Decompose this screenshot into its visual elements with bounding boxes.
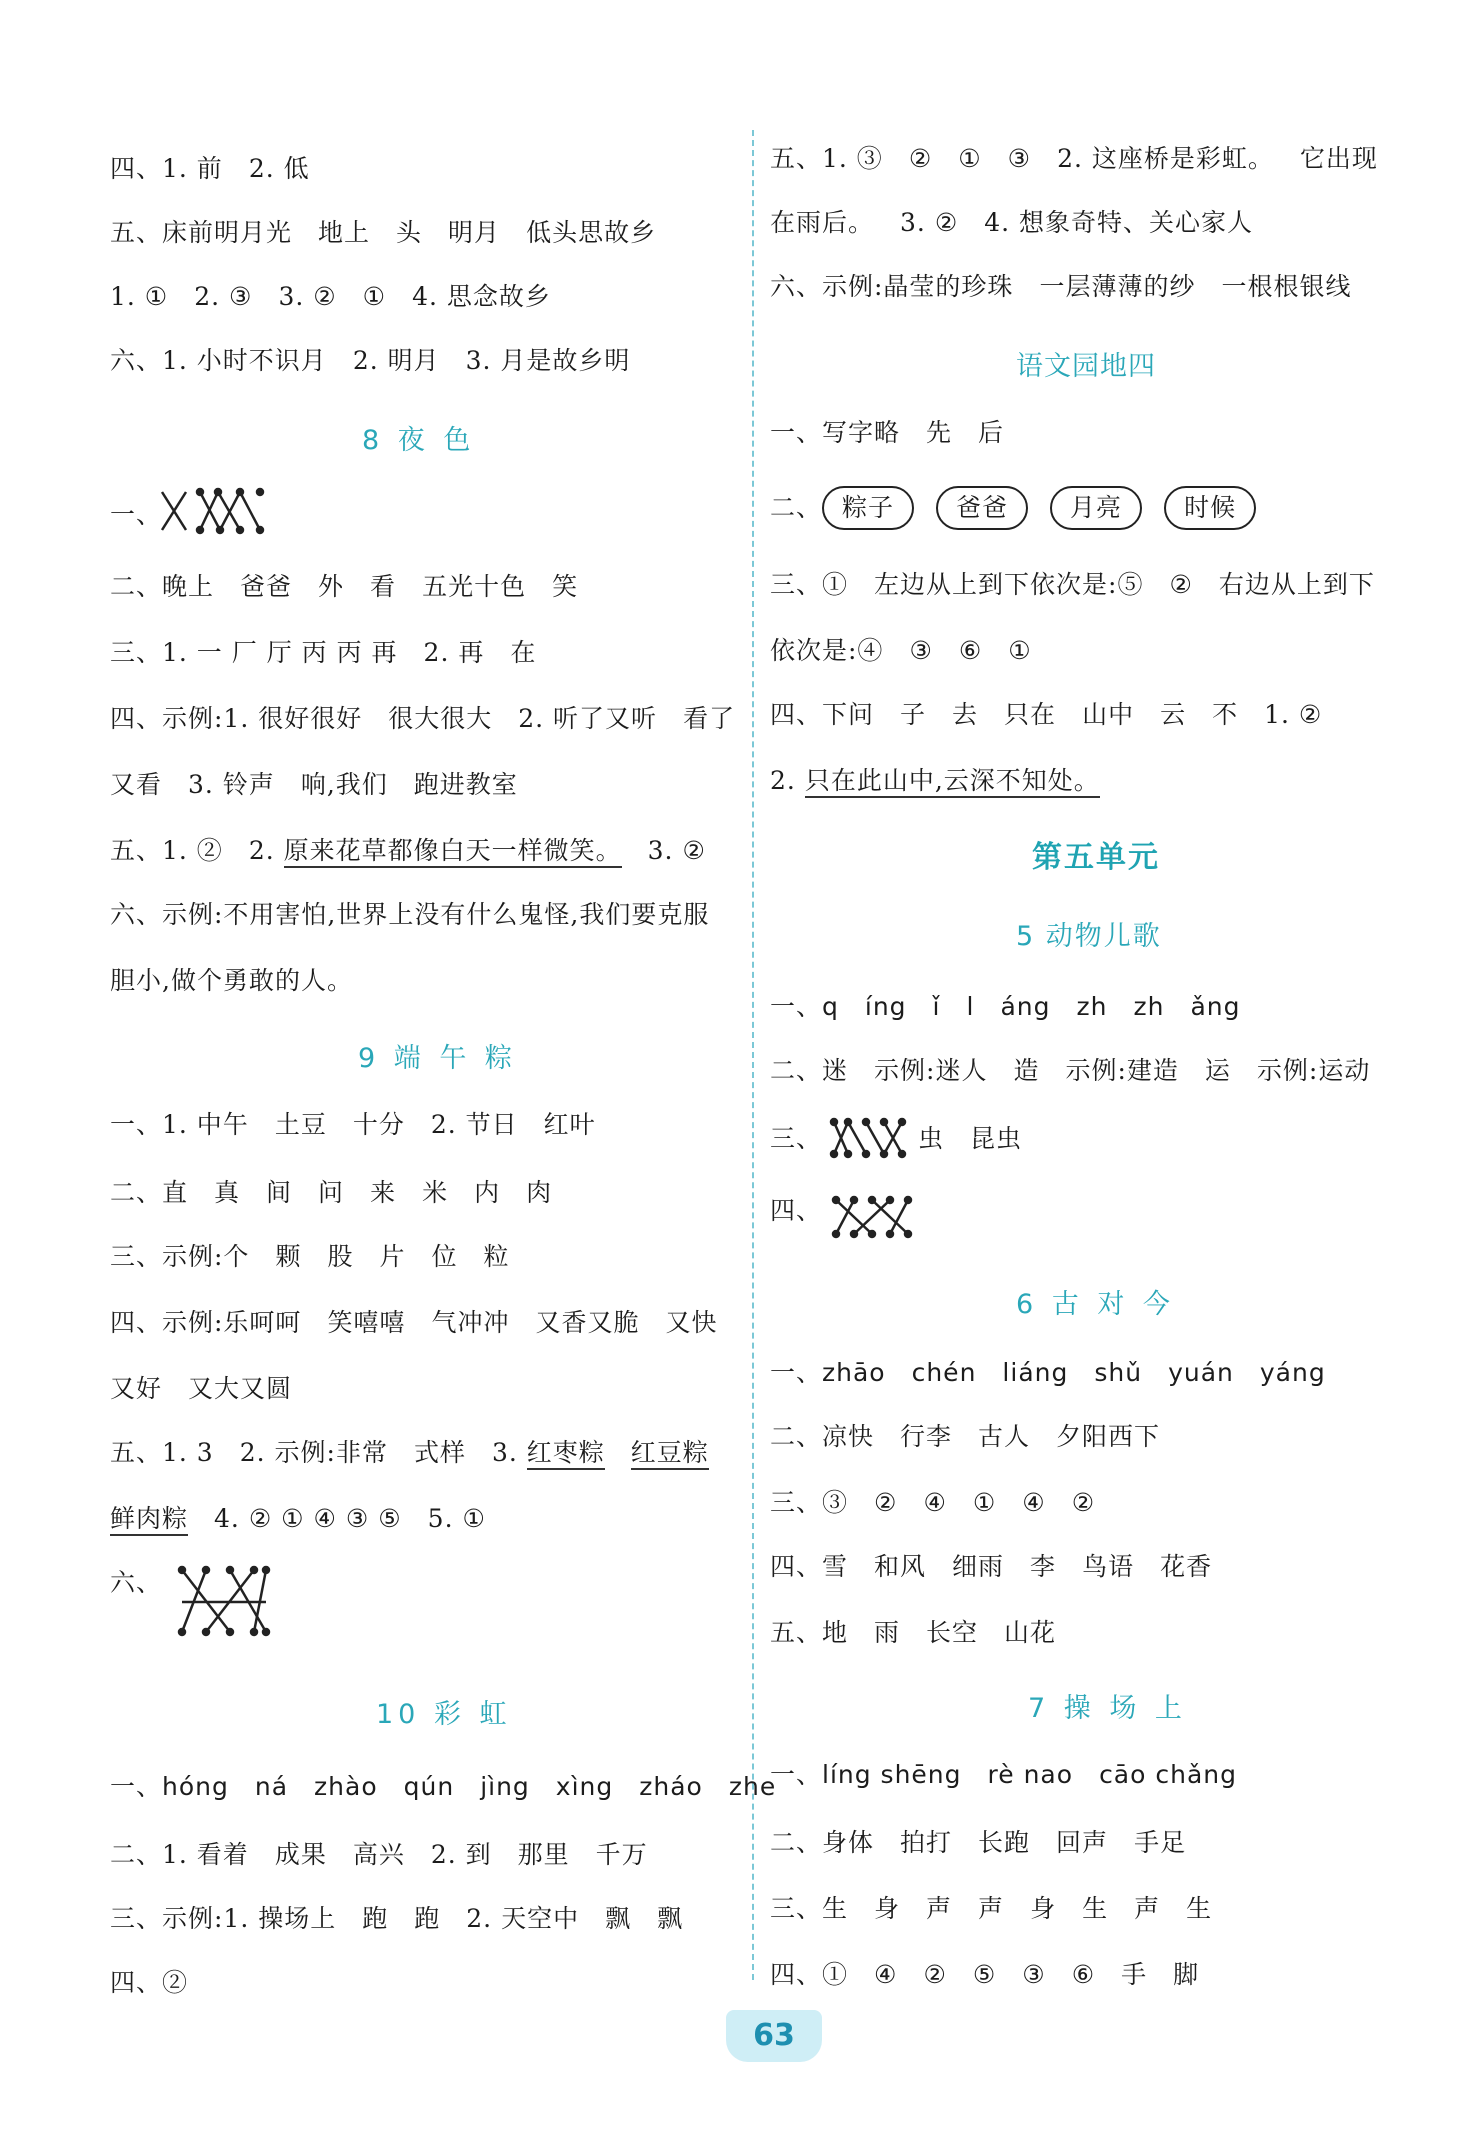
answer-text: 身 <box>874 1894 901 1923</box>
answer-line <box>110 768 518 802</box>
answer-text: xìng <box>555 1772 614 1801</box>
answer-text: 回声 <box>1056 1828 1109 1857</box>
unit-heading: 第五单元 <box>1032 840 1160 875</box>
answer-text: 三、生 <box>770 1894 849 1923</box>
answer-text: 看了 <box>683 704 736 733</box>
answer-text: ná <box>254 1772 289 1801</box>
answer-line <box>110 1566 162 1600</box>
answer-text: ① <box>972 1488 997 1517</box>
column-divider <box>752 130 754 1980</box>
answer-text: 颗 <box>275 1242 302 1271</box>
answer-line <box>110 964 353 998</box>
answer-line <box>770 1892 1212 1926</box>
answer-text: 又好 <box>110 1374 163 1403</box>
answer-text: ③ <box>1007 144 1032 173</box>
answer-text: 一根根银线 <box>1221 272 1352 301</box>
answer-text: 二、迷 <box>770 1056 849 1085</box>
answer-text: 脚 <box>1173 1960 1200 1989</box>
answer-line <box>110 498 162 532</box>
answer-text: yáng <box>1259 1358 1326 1387</box>
answer-text: 在 <box>510 638 537 667</box>
answer-text: 3. 铃声 <box>188 770 275 799</box>
matching-lines-figure <box>176 1562 286 1642</box>
answer-text: zhào <box>314 1772 378 1801</box>
answer-text: 身 <box>1030 1894 1057 1923</box>
answer-text: 跑进教室 <box>413 770 518 799</box>
answer-text: 又快 <box>665 1308 718 1337</box>
answer-text: 3. ② <box>278 282 337 311</box>
answer-text: 3. ② <box>900 208 959 237</box>
answer-text: 二、1. 看着 <box>110 1840 249 1869</box>
answer-text: 问 <box>318 1178 345 1207</box>
answer-line <box>770 1616 1056 1650</box>
answer-text: 气冲冲 <box>431 1308 510 1337</box>
answer-text: 肉 <box>526 1178 553 1207</box>
answer-text: 三、示例:个 <box>110 1242 250 1271</box>
answer-text: 去 <box>952 700 979 729</box>
answer-text: 位 <box>431 1242 458 1271</box>
answer-text: 内 <box>474 1178 501 1207</box>
answer-text: 示例:运动 <box>1256 1056 1371 1085</box>
matching-lines-figure <box>832 1196 922 1240</box>
answer-text: ① <box>362 282 387 311</box>
answer-text: 虫 <box>918 1124 945 1153</box>
answer-text: 成果 <box>274 1840 327 1869</box>
answer-line <box>110 898 709 932</box>
answer-line <box>770 1054 1370 1088</box>
answer-text: 示例:迷人 <box>874 1056 988 1085</box>
answer-text: ① <box>958 144 982 173</box>
answer-text: 2. 天空中 <box>466 1904 580 1933</box>
answer-text: 拍打 <box>900 1828 953 1857</box>
answer-line <box>770 1826 1186 1860</box>
answer-text: 右边从上到下 <box>1218 570 1375 599</box>
answer-text: shǔ <box>1094 1358 1143 1387</box>
lesson-title: 7 操 场 上 <box>1028 1693 1187 1724</box>
answer-text: 明月 <box>448 218 501 247</box>
answer-line <box>770 486 1278 530</box>
answer-text: 不 <box>1212 700 1239 729</box>
answer-text: ⑤ <box>972 1960 997 1989</box>
answer-text: 六、示例:不用害怕,世界上没有什么鬼怪,我们要克服 <box>110 900 710 929</box>
answer-text: 手 <box>1121 1960 1148 1989</box>
answer-line <box>770 416 1004 450</box>
section-title: 语文园地四 <box>1016 351 1156 382</box>
circled-answer: 月亮 <box>1050 486 1142 530</box>
answer-text: 只在 <box>1004 700 1057 729</box>
underlined-answer: 鲜肉粽 <box>110 1504 188 1536</box>
circled-answer: 爸爸 <box>936 486 1028 530</box>
answer-text: 后 <box>978 418 1005 447</box>
answer-text: cāo chǎng <box>1099 1760 1237 1789</box>
answer-text: 声 <box>1134 1894 1161 1923</box>
answer-text: 在雨后。 <box>770 208 875 237</box>
answer-line <box>110 1372 292 1406</box>
answer-text: 三、 <box>770 1124 823 1153</box>
answer-text: 跑 <box>362 1904 389 1933</box>
answer-text: 二、晚上 <box>110 572 215 601</box>
answer-text: 手足 <box>1134 1828 1187 1857</box>
answer-text: 雨 <box>874 1618 901 1647</box>
answer-text: 和风 <box>874 1552 927 1581</box>
answer-text: 李 <box>1030 1552 1057 1581</box>
matching-lines-figure <box>830 1118 920 1162</box>
lesson-title: 9 端 午 粽 <box>358 1043 517 1074</box>
answer-line <box>770 1356 1326 1390</box>
answer-text: 间 <box>266 1178 293 1207</box>
answer-text: ② <box>1169 570 1193 599</box>
answer-text: ② <box>1071 1488 1096 1517</box>
answer-text: 2. <box>248 836 275 865</box>
answer-text: 片 <box>379 1242 406 1271</box>
answer-text: 四、② <box>110 1968 189 1997</box>
answer-text: 2. 明月 <box>352 346 440 375</box>
answer-text: 一、q <box>770 992 839 1021</box>
answer-text: 四、1. 前 <box>110 154 223 183</box>
answer-text: 来 <box>370 1178 397 1207</box>
answer-text: 飘 <box>605 1904 632 1933</box>
answer-text: 胆小,做个勇敢的人。 <box>110 966 353 995</box>
answer-text: 千万 <box>595 1840 648 1869</box>
answer-text: 五光十色 <box>422 572 527 601</box>
answer-text: 云 <box>1160 700 1187 729</box>
answer-text: 四、下问 <box>770 700 875 729</box>
answer-line <box>110 152 310 186</box>
answer-text: 又大又圆 <box>188 1374 293 1403</box>
answer-text: 头 <box>396 218 423 247</box>
answer-text: 依次是:④ <box>770 636 884 665</box>
answer-text: 2. ③ <box>194 282 253 311</box>
answer-text: 示例:建造 <box>1065 1056 1179 1085</box>
answer-line <box>770 206 1253 240</box>
answer-text: 二、直 <box>110 1178 189 1207</box>
answer-text: 1. ② <box>1264 700 1323 729</box>
answer-text: 声 <box>978 1894 1005 1923</box>
answer-text: 1. ① <box>110 282 169 311</box>
answer-text: 四、雪 <box>770 1552 849 1581</box>
answer-text: 5. ① <box>427 1504 486 1533</box>
answer-text: 三、① <box>770 570 849 599</box>
answer-text: 笑 <box>552 572 579 601</box>
answer-text: 二、 <box>770 493 823 522</box>
page-number: 63 <box>726 2010 822 2062</box>
answer-text: l <box>966 992 975 1021</box>
answer-line <box>110 280 551 314</box>
answer-line <box>110 1902 683 1936</box>
answer-text: ③ <box>909 636 933 665</box>
answer-text: 2. 节日 <box>430 1110 518 1139</box>
answer-text: ② <box>923 1960 947 1989</box>
circled-answer: 粽子 <box>822 486 914 530</box>
answer-line <box>770 1958 1199 1992</box>
answer-text: áng <box>1000 992 1051 1021</box>
answer-text: íng <box>864 992 907 1021</box>
answer-text: 2. 再 <box>423 638 485 667</box>
answer-line <box>770 1758 1237 1792</box>
answer-text: 一、zhāo <box>770 1358 886 1387</box>
answer-text: 细雨 <box>952 1552 1005 1581</box>
answer-text: 四、① <box>770 1960 849 1989</box>
answer-text: 六、 <box>110 1568 163 1597</box>
answer-text: 花香 <box>1160 1552 1213 1581</box>
answer-text: 四、 <box>770 1196 823 1225</box>
answer-text: 生 <box>1082 1894 1109 1923</box>
answer-line <box>770 270 1351 304</box>
answer-line <box>770 1550 1212 1584</box>
answer-text: ② <box>874 1488 898 1517</box>
answer-text: 3. ② <box>647 836 706 865</box>
answer-text: 响,我们 <box>300 770 388 799</box>
answer-text: zhe <box>728 1772 777 1801</box>
answer-text: 很大很大 <box>388 704 493 733</box>
answer-text: 粒 <box>483 1242 510 1271</box>
answer-text: 鸟语 <box>1082 1552 1135 1581</box>
answer-text: 4. ② ① ④ ③ ⑤ <box>214 1504 402 1533</box>
answer-text: 左边从上到下依次是:⑤ <box>874 570 1144 599</box>
answer-text: 飘 <box>657 1904 684 1933</box>
answer-line <box>110 1108 596 1142</box>
answer-text: 看 <box>370 572 397 601</box>
answer-text: 行李 <box>900 1422 953 1451</box>
answer-text: 2. 示例:非常 <box>239 1438 388 1467</box>
answer-text: ① <box>1008 636 1032 665</box>
answer-line <box>110 1838 648 1872</box>
answer-text: 2. 到 <box>430 1840 492 1869</box>
answer-text: 声 <box>926 1894 953 1923</box>
answer-text: ⑥ <box>1071 1960 1096 1989</box>
matching-lines-figure <box>160 488 280 538</box>
answer-text: 六、示例:晶莹的珍珠 <box>770 272 1014 301</box>
answer-text: 三、示例:1. 操场上 <box>110 1904 337 1933</box>
answer-text: 四、示例:乐呵呵 <box>110 1308 302 1337</box>
answer-text: liáng <box>1002 1358 1069 1387</box>
answer-text: 红叶 <box>543 1110 596 1139</box>
answer-text: 米 <box>422 1178 449 1207</box>
answer-line <box>110 570 578 604</box>
circled-answer: 时候 <box>1164 486 1256 530</box>
answer-text: ⑥ <box>958 636 983 665</box>
answer-text: zháo <box>639 1772 703 1801</box>
answer-line <box>770 1194 822 1228</box>
underlined-answer: 红豆粽 <box>631 1438 709 1470</box>
answer-text: 二、凉快 <box>770 1422 875 1451</box>
answer-line <box>110 834 706 868</box>
answer-text: 2. <box>770 766 796 795</box>
underlined-answer: 原来花草都像白天一样微笑。 <box>284 836 622 868</box>
answer-text: 五、1. 3 <box>110 1438 214 1467</box>
underlined-answer: 红枣粽 <box>527 1438 605 1470</box>
answer-text: 它出现 <box>1299 144 1378 173</box>
answer-text: 五、床前明月光 <box>110 218 293 247</box>
answer-text: 地上 <box>318 218 371 247</box>
answer-text: 夕阳西下 <box>1056 1422 1161 1451</box>
answer-line <box>770 990 1240 1024</box>
answer-text: 一、hóng <box>110 1772 229 1801</box>
answer-text: 2. 低 <box>248 154 310 183</box>
answer-text: 五、1. ③ <box>770 144 883 173</box>
answer-text: 先 <box>926 418 953 447</box>
answer-text: 一、 <box>110 500 163 529</box>
answer-line <box>770 1486 1095 1520</box>
answer-line <box>770 568 1375 602</box>
answer-text: 子 <box>900 700 927 729</box>
answer-line <box>110 702 735 736</box>
answer-text: 又香又脆 <box>535 1308 640 1337</box>
answer-text: 股 <box>327 1242 354 1271</box>
answer-text: 造 <box>1013 1056 1040 1085</box>
answer-line <box>770 634 1032 668</box>
answer-text: 跑 <box>414 1904 441 1933</box>
answer-text: yuán <box>1168 1358 1234 1387</box>
answer-text: 三、1. 一 厂 厅 丙 丙 再 <box>110 638 398 667</box>
answer-text: 古人 <box>978 1422 1031 1451</box>
answer-line <box>110 216 656 250</box>
answer-text: ④ <box>923 1488 947 1517</box>
answer-line <box>110 1966 188 2000</box>
answer-text: 二、身体 <box>770 1828 875 1857</box>
answer-text: 一、líng shēng <box>770 1760 962 1789</box>
answer-text: 3. 月是故乡明 <box>465 346 631 375</box>
answer-text: qún <box>403 1772 455 1801</box>
answer-text: ② <box>908 144 933 173</box>
answer-text: 生 <box>1186 1894 1213 1923</box>
answer-line <box>770 142 1378 176</box>
answer-text: jìng <box>480 1772 530 1801</box>
answer-text: zh <box>1076 992 1108 1021</box>
answer-line <box>110 1176 552 1210</box>
answer-text: 六、1. 小时不识月 <box>110 346 327 375</box>
answer-text: 3. <box>491 1438 518 1467</box>
answer-text: 土豆 <box>274 1110 327 1139</box>
answer-text: zh <box>1133 992 1165 1021</box>
answer-text: 4. 思念故乡 <box>412 282 551 311</box>
answer-text: ④ <box>874 1960 898 1989</box>
answer-line <box>110 1502 486 1536</box>
answer-text: 高兴 <box>352 1840 405 1869</box>
answer-text: 真 <box>214 1178 241 1207</box>
answer-text: 五、1. ② <box>110 836 223 865</box>
answer-line <box>770 764 1100 798</box>
answer-text: 山中 <box>1082 700 1135 729</box>
answer-text: ④ <box>1022 1488 1046 1517</box>
answer-text: 昆虫 <box>970 1124 1023 1153</box>
answer-text: 长空 <box>926 1618 979 1647</box>
answer-text: rè nao <box>987 1760 1074 1789</box>
answer-text: 笑嘻嘻 <box>327 1308 406 1337</box>
answer-text: 式样 <box>413 1438 466 1467</box>
answer-line <box>770 1420 1160 1454</box>
lesson-title: 10 彩 虹 <box>376 1699 512 1730</box>
answer-line <box>110 1306 718 1340</box>
answer-text: 十分 <box>352 1110 405 1139</box>
answer-line <box>110 1240 510 1274</box>
answer-text: 长跑 <box>978 1828 1031 1857</box>
answer-text: 又看 <box>110 770 163 799</box>
answer-text: 一层薄薄的纱 <box>1039 272 1196 301</box>
underlined-answer: 只在此山中,云深不知处。 <box>805 766 1100 798</box>
answer-text: 五、地 <box>770 1618 849 1647</box>
answer-text: 2. 听了又听 <box>518 704 658 733</box>
answer-line <box>110 1436 709 1470</box>
answer-line <box>110 1770 776 1804</box>
answer-text: ③ <box>1022 1960 1046 1989</box>
answer-text: 四、示例:1. 很好很好 <box>110 704 363 733</box>
answer-line <box>110 636 536 670</box>
lesson-title: 6 古 对 今 <box>1016 1289 1175 1320</box>
answer-text: 山花 <box>1004 1618 1057 1647</box>
answer-text: 低头思故乡 <box>526 218 657 247</box>
answer-text: ǎng <box>1190 992 1241 1021</box>
answer-text: ǐ <box>932 992 941 1021</box>
answer-text: chén <box>911 1358 977 1387</box>
answer-text: 外 <box>318 572 345 601</box>
answer-text: 一、1. 中午 <box>110 1110 249 1139</box>
lesson-title: 8 夜 色 <box>362 425 476 456</box>
answer-text: 运 <box>1204 1056 1231 1085</box>
answer-text: 一、写字略 <box>770 418 901 447</box>
answer-line <box>770 698 1322 732</box>
answer-text: 爸爸 <box>240 572 293 601</box>
answer-text: 4. 想象奇特、关心家人 <box>984 208 1254 237</box>
answer-line <box>110 344 630 378</box>
answer-text: 三、③ <box>770 1488 849 1517</box>
answer-text: 那里 <box>517 1840 570 1869</box>
answer-text: 2. 这座桥是彩虹。 <box>1057 144 1274 173</box>
lesson-title: 5 动物儿歌 <box>1016 921 1162 952</box>
